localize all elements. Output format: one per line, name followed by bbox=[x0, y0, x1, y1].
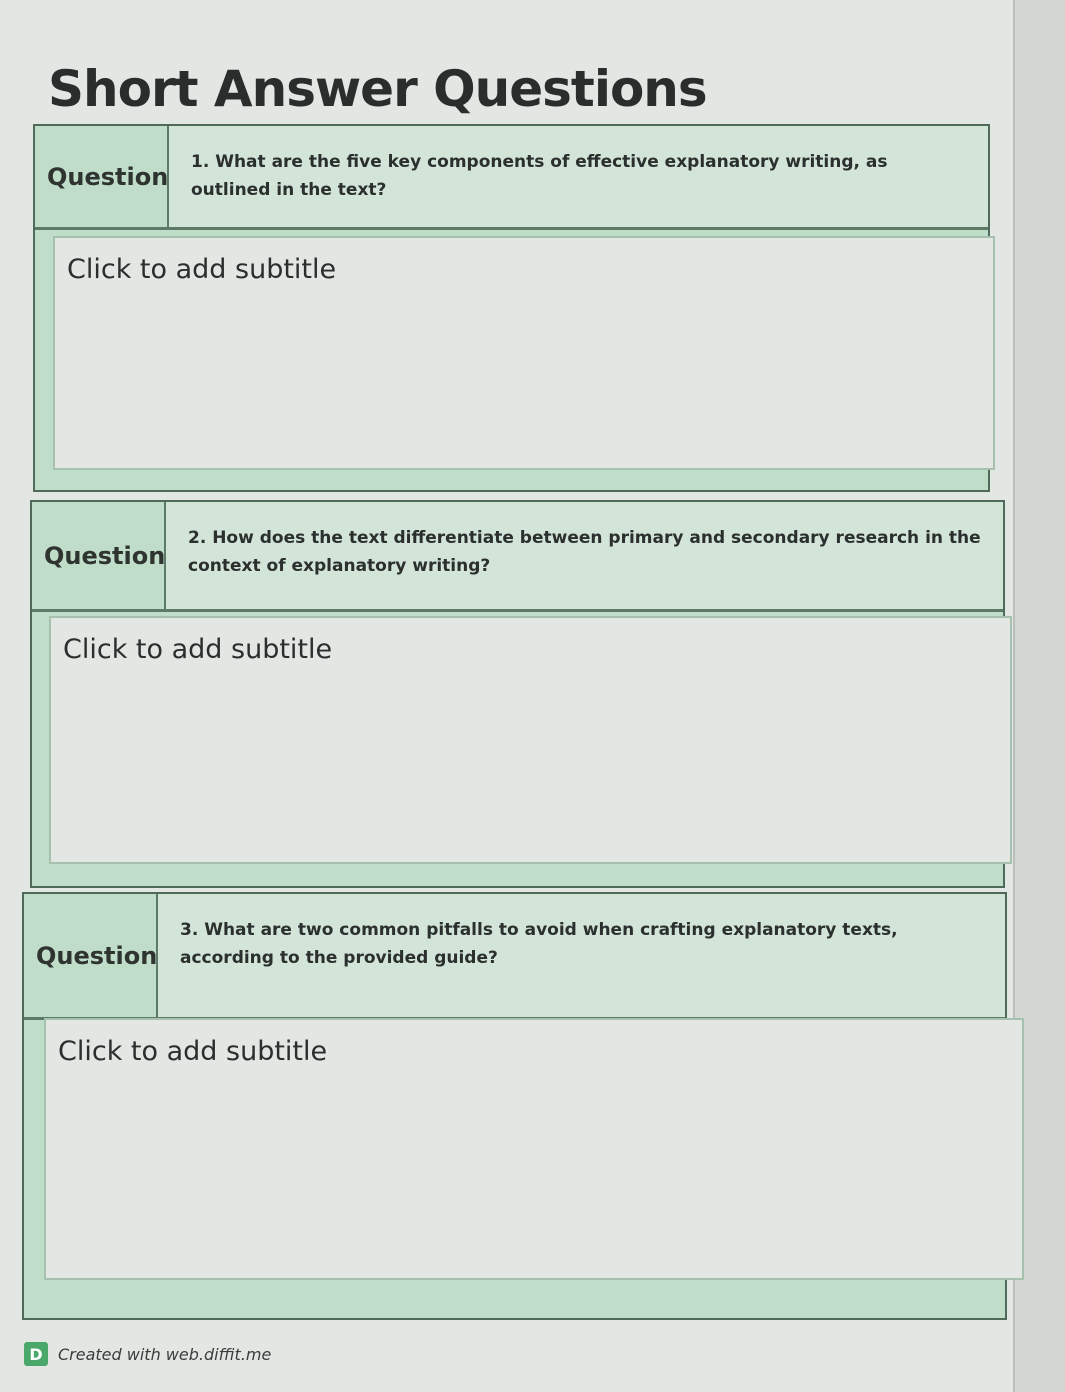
question-block-2 bbox=[30, 500, 1005, 888]
question-block-1 bbox=[33, 124, 990, 492]
page-title: Short Answer Questions bbox=[48, 60, 707, 118]
answer-placeholder[interactable]: Click to add subtitle bbox=[58, 1036, 328, 1067]
question-label: Question bbox=[24, 894, 158, 1017]
question-label: Question bbox=[32, 502, 166, 609]
question-label: Question bbox=[35, 126, 169, 227]
answer-placeholder[interactable]: Click to add subtitle bbox=[67, 254, 337, 285]
question-row bbox=[35, 126, 988, 230]
question-row bbox=[32, 502, 1003, 612]
answer-box[interactable] bbox=[44, 1018, 1024, 1280]
question-text: 2. How does the text differentiate between primary and secondary research in the context of explanatory writing? bbox=[166, 502, 1003, 609]
answer-placeholder[interactable]: Click to add subtitle bbox=[63, 634, 333, 665]
question-block-3 bbox=[22, 892, 1007, 1320]
question-row bbox=[24, 894, 1005, 1020]
answer-box[interactable] bbox=[53, 236, 995, 470]
question-text: 3. What are two common pitfalls to avoid when crafting explanatory texts, according to the provided guide? bbox=[158, 894, 1005, 1017]
answer-box[interactable] bbox=[49, 616, 1012, 864]
credit-text: Created with web.diffit.me bbox=[58, 1344, 272, 1364]
diffit-logo-icon: D bbox=[24, 1342, 48, 1366]
question-text: 1. What are the five key components of effective explanatory writing, as outlined in the text? bbox=[169, 126, 988, 227]
footer-credit bbox=[24, 1342, 271, 1366]
